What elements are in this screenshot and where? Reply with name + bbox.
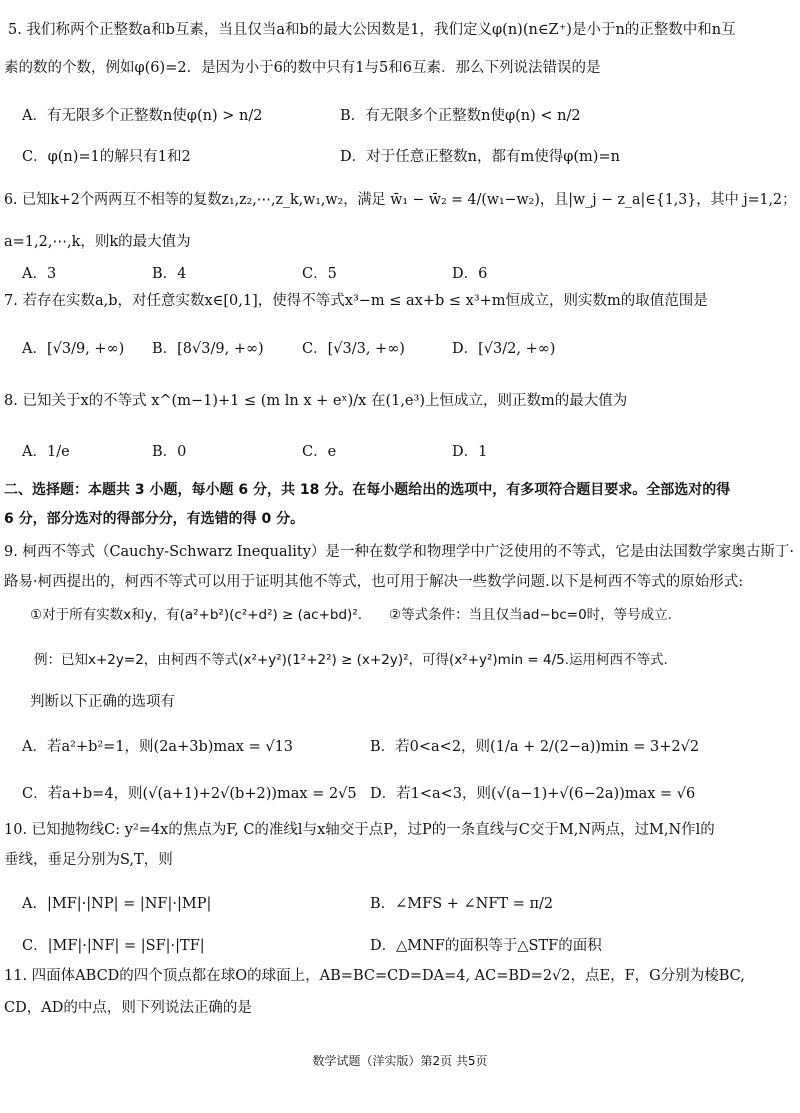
q11-stem-line2: CD，AD的中点，则下列说法正确的是 (4, 1000, 252, 1016)
q6-option-a: A．3 (22, 266, 57, 282)
q11-stem-line1: 11. 四面体ABCD的四个顶点都在球O的球面上，AB=BC=CD=DA=4, AC=BD=2√2，点E，F，G分别为棱BC, (4, 968, 745, 984)
q6-stem-line1: 6. 已知k+2个两两互不相等的复数z₁,z₂,⋯,z_k,w₁,w₂，满足 w̄₁ − w̄₂ = 4/(w₁−w₂)，且|w_j − z_a|∈{1,3}，其中 j=1,2； (4, 192, 797, 208)
section2-heading-line2: 6 分，部分选对的得部分分，有选错的得 0 分。 (4, 511, 305, 527)
q10-option-b: B．∠MFS + ∠NFT = π/2 (370, 896, 554, 912)
q6-option-b: B．4 (152, 266, 187, 282)
q8-option-d: D．1 (452, 444, 488, 460)
q6-option-d: D．6 (452, 266, 488, 282)
q7-option-c: C．[√3/3, +∞) (302, 341, 405, 357)
q5-option-a: A．有无限多个正整数n使φ(n) > n/2 (22, 108, 263, 124)
q9-cauchy-form: ①对于所有实数x和y，有(a²+b²)(c²+d²) ≥ (ac+bd)². ②等式条件：当且仅当ad−bc=0时，等号成立. (30, 607, 672, 623)
page-footer: 数学试题（洋实版）第2页 共5页 (312, 1054, 488, 1068)
q9-stem-line1: 9. 柯西不等式（Cauchy-Schwarz Inequality）是一种在数学和物理学中广泛使用的不等式，它是由法国数学家奥古斯丁· (4, 544, 795, 560)
q5-stem-line1: 5. 我们称两个正整数a和b互素，当且仅当a和b的最大公因数是1，我们定义φ(n)(n∈Z⁺)是小于n的正整数中和n互 (8, 22, 736, 38)
q9-option-a: A．若a²+b²=1，则(2a+3b)max = √13 (22, 739, 294, 755)
q5-stem-line2: 素的数的个数，例如φ(6)=2．是因为小于6的数中只有1与5和6互素．那么下列说法错误的是 (4, 60, 601, 76)
q8-option-c: C．e (302, 444, 337, 460)
q5-option-d: D．对于任意正整数n，都有m使得φ(m)=n (340, 149, 620, 165)
q9-stem-line2: 路易·柯西提出的，柯西不等式可以用于证明其他不等式，也可用于解决一些数学问题.以下是柯西不等式的原始形式: (4, 574, 744, 590)
q9-option-b: B．若0<a<2，则(1/a + 2/(2−a))min = 3+2√2 (370, 739, 700, 755)
q9-example: 例：已知x+2y=2，由柯西不等式(x²+y²)(1²+2²) ≥ (x+2y)²，可得(x²+y²)min = 4/5.运用柯西不等式. (34, 652, 668, 668)
q7-option-d: D．[√3/2, +∞) (452, 341, 556, 357)
q5-option-c: C．φ(n)=1的解只有1和2 (22, 149, 191, 165)
q7-option-b: B．[8√3/9, +∞) (152, 341, 264, 357)
q9-option-c: C．若a+b=4，则(√(a+1)+2√(b+2))max = 2√5 (22, 786, 357, 802)
q10-stem-line2: 垂线，垂足分别为S,T，则 (4, 852, 173, 868)
q9-option-d: D．若1<a<3，则(√(a−1)+√(6−2a))max = √6 (370, 786, 696, 802)
q8-option-b: B．0 (152, 444, 187, 460)
q5-option-b: B．有无限多个正整数n使φ(n) < n/2 (340, 108, 581, 124)
q7-stem-line1: 7. 若存在实数a,b，对任意实数x∈[0,1]，使得不等式x³−m ≤ ax+b ≤ x³+m恒成立，则实数m的取值范围是 (4, 293, 708, 309)
q9-prompt: 判断以下正确的选项有 (30, 694, 175, 710)
q7-option-a: A．[√3/9, +∞) (22, 341, 125, 357)
q10-stem-line1: 10. 已知抛物线C: y²=4x的焦点为F, C的准线l与x轴交于点P，过P的一条直线与C交于M,N两点，过M,N作l的 (4, 822, 715, 838)
q10-option-c: C．|MF|·|NF| = |SF|·|TF| (22, 938, 205, 954)
q8-option-a: A．1/e (22, 444, 70, 460)
q6-stem-line2: a=1,2,⋯,k，则k的最大值为 (4, 234, 191, 250)
q6-option-c: C．5 (302, 266, 337, 282)
q10-option-a: A．|MF|·|NP| = |NF|·|MP| (22, 896, 212, 912)
q10-option-d: D．△MNF的面积等于△STF的面积 (370, 938, 602, 954)
q8-stem-line1: 8. 已知关于x的不等式 x^(m−1)+1 ≤ (m ln x + eˣ)/x 在(1,e³)上恒成立，则正数m的最大值为 (4, 393, 628, 409)
section2-heading-line1: 二、选择题：本题共 3 小题，每小题 6 分，共 18 分。在每小题给出的选项中，有多项符合题目要求。全部选对的得 (4, 482, 731, 498)
